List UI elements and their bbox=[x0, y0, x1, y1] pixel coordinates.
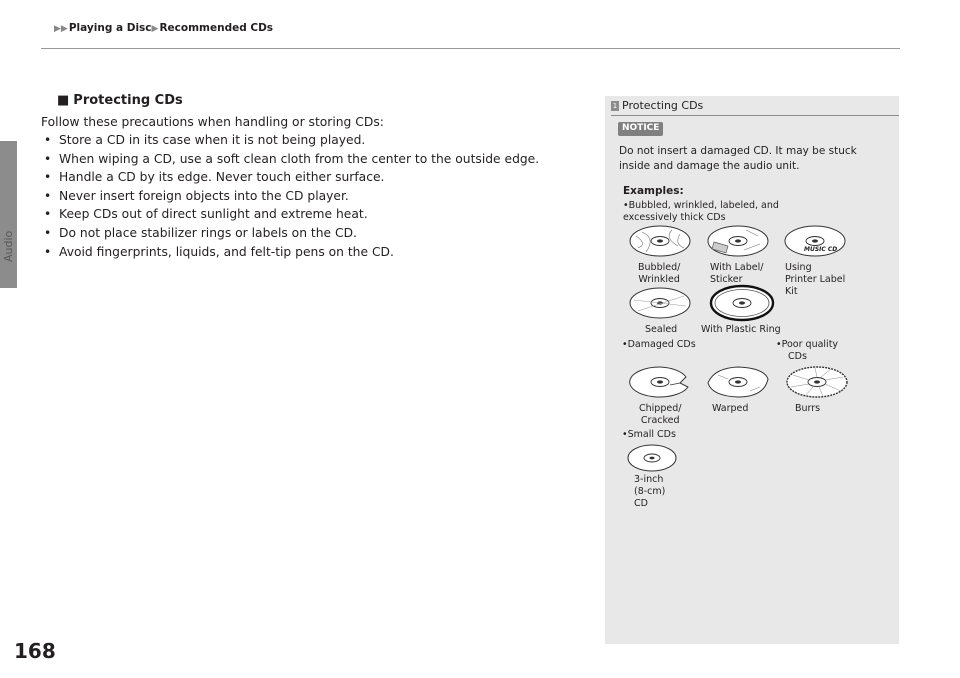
reference-number-icon: 1 bbox=[612, 102, 618, 110]
list-item-text: Store a CD in its case when it is not being played. bbox=[59, 133, 366, 147]
page-number: 168 bbox=[14, 639, 56, 663]
bullet-icon: • bbox=[776, 339, 782, 350]
precaution-list bbox=[44, 133, 539, 263]
heading-square-icon: ■ bbox=[57, 93, 70, 108]
small-cd-icon bbox=[626, 443, 678, 473]
breadcrumb bbox=[54, 22, 273, 34]
side-tab bbox=[0, 141, 17, 288]
caption-with-plastic-ring: With Plastic Ring bbox=[701, 324, 781, 335]
breadcrumb-item-recommended-cds[interactable]: Recommended CDs bbox=[159, 22, 274, 34]
bullet-icon: • bbox=[44, 151, 52, 166]
panel-title bbox=[611, 99, 703, 112]
list-item-text: When wiping a CD, use a soft clean cloth from the center to the outside edge. bbox=[59, 151, 540, 166]
list-item bbox=[44, 226, 539, 245]
caption-line: Chipped/ bbox=[639, 403, 682, 414]
bullet-icon: • bbox=[622, 429, 628, 440]
caption-chipped-cracked bbox=[639, 403, 681, 427]
panel-divider bbox=[611, 115, 899, 116]
bullet-icon: • bbox=[44, 207, 52, 222]
caption-line: Bubbled/ bbox=[638, 262, 681, 273]
caption-line: With Label/ bbox=[710, 262, 764, 273]
damaged-cds-label bbox=[622, 339, 696, 351]
poor-quality-text-line2: CDs bbox=[788, 351, 807, 362]
poor-quality-text: Poor quality bbox=[781, 339, 839, 350]
labeled-cd-icon bbox=[706, 224, 770, 258]
bullet-icon: • bbox=[44, 225, 52, 240]
caption-line: Using bbox=[785, 262, 812, 273]
caption-line: Printer Label bbox=[785, 274, 846, 285]
list-item-text: Handle a CD by its edge. Never touch either surface. bbox=[59, 170, 385, 185]
caption-line: Wrinkled bbox=[638, 274, 680, 285]
list-item bbox=[44, 245, 539, 264]
list-item bbox=[44, 189, 539, 208]
printer-label-cd-icon bbox=[783, 224, 847, 258]
bullet-icon: • bbox=[623, 200, 629, 211]
caption-line: Kit bbox=[785, 286, 798, 297]
breadcrumb-item-playing-a-disc[interactable]: Playing a Disc bbox=[68, 22, 152, 34]
caption-line: CD bbox=[634, 498, 648, 509]
bubbled-cd-icon bbox=[628, 224, 692, 258]
small-cds-label bbox=[622, 429, 676, 441]
list-item bbox=[44, 207, 539, 226]
side-panel bbox=[605, 96, 899, 644]
warped-cd-icon bbox=[706, 365, 770, 399]
burrs-cd-icon bbox=[785, 365, 849, 399]
examples-title: Examples: bbox=[623, 185, 684, 197]
bullet-icon: • bbox=[44, 133, 52, 147]
caption-sealed: Sealed bbox=[645, 324, 678, 335]
caption-line: 3-inch bbox=[634, 474, 664, 485]
caption-bubbled-wrinkled bbox=[638, 262, 680, 286]
breadcrumb-arrow-icon: ▶ bbox=[151, 24, 159, 34]
intro-text: Follow these precautions when handling or storing CDs: bbox=[41, 115, 384, 129]
list-item-text: Avoid fingerprints, liquids, and felt-tip pens on the CD. bbox=[59, 244, 394, 259]
examples-subtitle bbox=[623, 200, 823, 224]
section-heading-text: Protecting CDs bbox=[73, 93, 183, 108]
printer-label-text: MUSIC CD bbox=[804, 246, 838, 253]
list-item-text: Do not place stabilizer rings or labels on the CD. bbox=[59, 225, 357, 240]
list-item-text: Never insert foreign objects into the CD player. bbox=[59, 188, 349, 203]
bullet-icon: • bbox=[44, 244, 52, 259]
plastic-ring-cd-icon bbox=[709, 284, 775, 322]
list-item bbox=[44, 152, 539, 171]
bullet-icon: • bbox=[622, 339, 628, 350]
list-item bbox=[44, 170, 539, 189]
section-heading bbox=[57, 93, 183, 108]
caption-burrs: Burrs bbox=[795, 403, 821, 414]
poor-quality-label bbox=[776, 339, 838, 363]
side-tab-label: Audio bbox=[2, 230, 15, 262]
notice-badge: NOTICE bbox=[618, 122, 663, 136]
examples-subtitle-text: Bubbled, wrinkled, labeled, and excessively thick CDs bbox=[623, 200, 779, 223]
caption-line: (8-cm) bbox=[634, 486, 666, 497]
breadcrumb-arrow-icon: ▶▶ bbox=[54, 24, 68, 34]
caption-printer-label-kit bbox=[785, 262, 845, 298]
caption-warped: Warped bbox=[712, 403, 749, 414]
chipped-cd-icon bbox=[628, 365, 692, 399]
bullet-icon: • bbox=[44, 188, 52, 203]
notice-text: Do not insert a damaged CD. It may be stuck inside and damage the audio unit. bbox=[619, 145, 857, 172]
bullet-icon: • bbox=[44, 170, 52, 185]
header-divider bbox=[41, 48, 900, 49]
panel-title-text: Protecting CDs bbox=[622, 99, 704, 112]
sealed-cd-icon bbox=[628, 286, 692, 320]
list-item bbox=[44, 133, 539, 152]
list-item-text: Keep CDs out of direct sunlight and extreme heat. bbox=[59, 207, 368, 222]
caption-with-label-sticker bbox=[710, 262, 763, 286]
damaged-cds-text: Damaged CDs bbox=[627, 339, 696, 350]
small-cds-text: Small CDs bbox=[627, 429, 676, 440]
caption-line: Cracked bbox=[640, 415, 680, 426]
caption-line: Sticker bbox=[710, 274, 743, 285]
caption-small-cd bbox=[634, 474, 665, 510]
